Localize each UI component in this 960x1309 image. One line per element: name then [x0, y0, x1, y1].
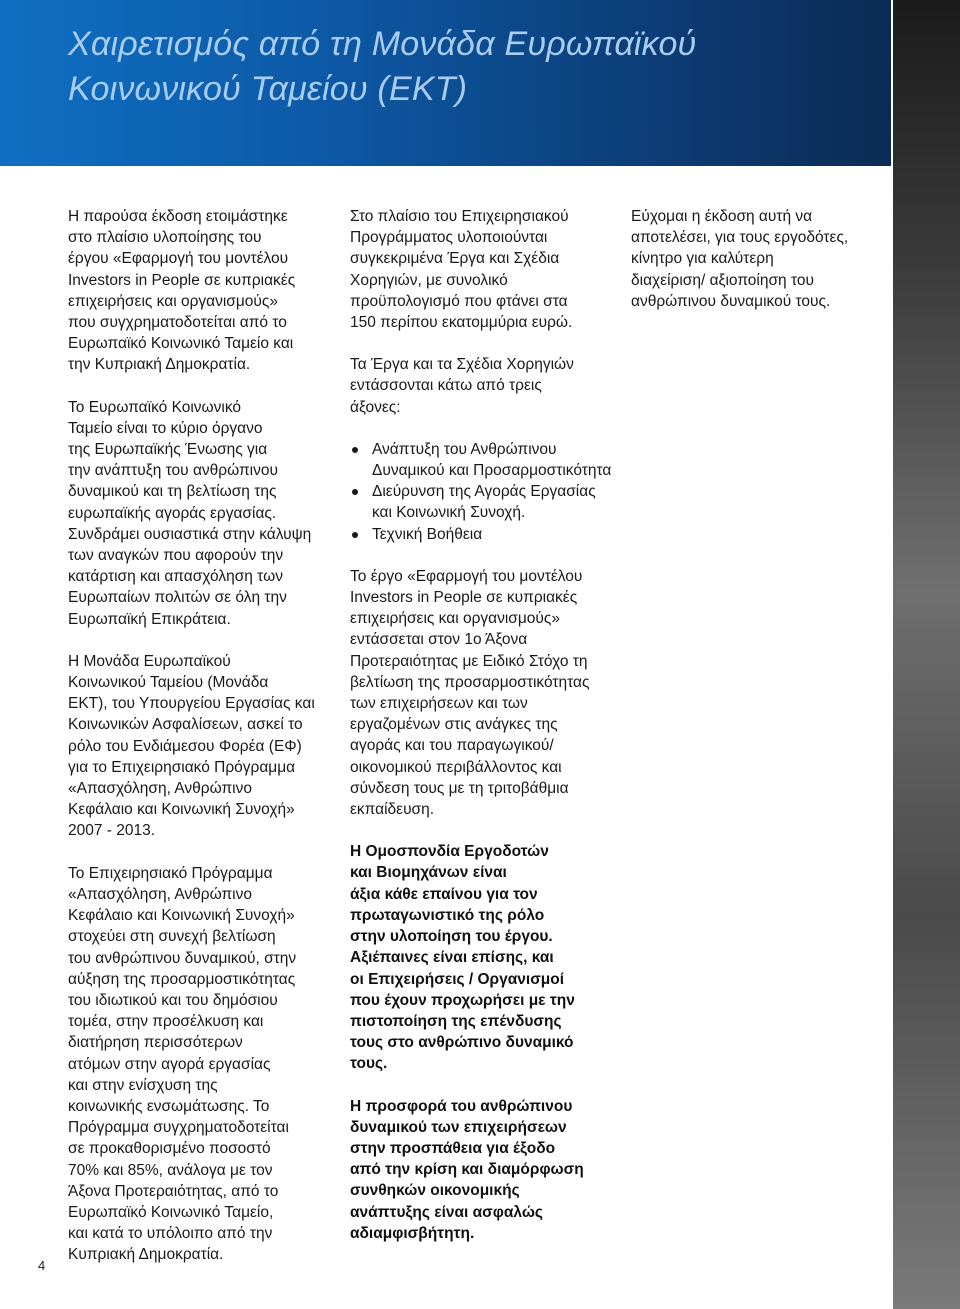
- text-line: Διεύρυνση της Αγοράς Εργασίας: [372, 483, 596, 501]
- text-line: διατήρηση περισσότερων: [68, 1034, 243, 1052]
- text-line: αγοράς και του παραγωγικού/: [350, 737, 554, 755]
- text-line: Κυπριακή Δημοκρατία.: [68, 1246, 224, 1264]
- text-line: στην υλοποίηση του έργου.: [350, 928, 553, 946]
- text-line: Το Ευρωπαϊκό Κοινωνικό: [68, 398, 242, 416]
- text-line: Αξιέπαινες είναι επίσης, και: [350, 949, 554, 967]
- text-line: για το Επιχειρησιακό Πρόγραμμα: [68, 758, 296, 776]
- paragraph: [68, 651, 338, 842]
- side-photo-strip: [893, 0, 960, 1309]
- text-line: εκπαίδευση.: [350, 801, 435, 819]
- text-line: και Κοινωνική Συνοχή.: [372, 504, 526, 522]
- text-line: Εύχομαι η έκδοση αυτή να: [631, 208, 813, 225]
- text-line: δυναμικού των επιχειρήσεων: [350, 1118, 567, 1136]
- text-line: «Απασχόληση, Ανθρώπινο: [68, 885, 252, 903]
- text-line: στο πλαίσιο υλοποίησης του: [68, 229, 262, 247]
- text-line: κατάρτιση και απασχόληση των: [68, 568, 283, 586]
- text-line: Πρόγραμμα συγχρηματοδοτείται: [68, 1119, 289, 1137]
- text-line: Ευρωπαϊκό Κοινωνικό Ταμείο,: [68, 1203, 274, 1221]
- text-line: συγκεκριμένα Έργα και Σχέδια: [350, 250, 560, 268]
- text-line: βελτίωση της προσαρμοστικότητας: [350, 673, 590, 691]
- text-line: και κατά το υπόλοιπο από την: [68, 1225, 273, 1243]
- text-line: Ευρωπαίων πολιτών σε όλη την: [68, 589, 287, 607]
- text-line: Κεφάλαιο και Κοινωνική Συνοχή»: [68, 801, 295, 819]
- paragraph: [350, 354, 620, 418]
- text-line: ευρωπαϊκής αγοράς εργασίας.: [68, 504, 277, 522]
- text-line: κίνητρο για καλύτερη: [631, 250, 774, 268]
- text-line: Χορηγιών, με συνολικό: [350, 271, 508, 289]
- title-line: Κοινωνικού Ταμείου (ΕΚΤ): [68, 70, 468, 108]
- text-line: την ανάπτυξη του ανθρώπινου: [68, 462, 278, 480]
- paragraph: [350, 206, 620, 333]
- page-title: [68, 22, 696, 112]
- text-line: αδιαμφισβήτητη.: [350, 1224, 475, 1242]
- text-line: Προγράμματος υλοποιούνται: [350, 229, 548, 247]
- text-line: διαχείριση/ αξιοποίηση του: [631, 271, 814, 289]
- text-line: δυναμικού και τη βελτίωση της: [68, 483, 277, 501]
- text-line: της Ευρωπαϊκής Ένωσης για: [68, 441, 268, 459]
- text-line: από την κρίση και διαμόρφωση: [350, 1161, 584, 1179]
- text-line: Κοινωνικού Ταμείου (Μονάδα: [68, 674, 269, 692]
- text-line: εργαζομένων στις ανάγκες της: [350, 716, 558, 734]
- text-line: επιχειρήσεις και οργανισμούς»: [350, 610, 560, 628]
- text-line: αύξηση της προσαρμοστικότητας: [68, 970, 296, 988]
- text-line: Στο πλαίσιο του Επιχειρησιακού: [350, 208, 569, 225]
- text-line: που συγχρηματοδοτείται από το: [68, 314, 287, 332]
- text-line: ρόλο του Ενδιάμεσου Φορέα (ΕΦ): [68, 737, 302, 755]
- text-line: 150 περίπου εκατομμύρια ευρώ.: [350, 314, 573, 332]
- text-line: ανάπτυξης είναι ασφαλώς: [350, 1203, 543, 1221]
- text-line: «Απασχόληση, Ανθρώπινο: [68, 780, 252, 798]
- bold-paragraph: [350, 841, 620, 1074]
- text-line: εντάσσεται στον 1ο Άξονα: [350, 631, 528, 649]
- text-line: αποτελέσει, για τους εργοδότες,: [631, 229, 849, 247]
- text-line: συνθηκών οικονομικής: [350, 1182, 520, 1200]
- text-line: των επιχειρήσεων και των: [350, 695, 528, 713]
- text-line: τομέα, στην προσέλκυση και: [68, 1013, 264, 1031]
- list-item: [350, 439, 620, 481]
- bold-paragraph: [350, 1096, 620, 1244]
- text-line: σύνδεση τους με τη τριτοβάθμια: [350, 779, 569, 797]
- text-line: Η προσφορά του ανθρώπινου: [350, 1097, 573, 1115]
- text-line: κοινωνικής ενσωμάτωσης. Το: [68, 1097, 270, 1115]
- bullet-list: [350, 439, 620, 545]
- text-line: Τα Έργα και τα Σχέδια Χορηγιών: [350, 356, 574, 374]
- text-line: έργου «Εφαρμογή του μοντέλου: [68, 250, 289, 268]
- text-line: Investors in People σε κυπριακές: [350, 589, 578, 607]
- text-line: Προτεραιότητας με Ειδικό Στόχο τη: [350, 652, 588, 670]
- text-line: 2007 - 2013.: [68, 822, 156, 840]
- text-line: άξονες:: [350, 398, 401, 416]
- text-line: τους.: [350, 1055, 388, 1073]
- title-banner: [0, 0, 891, 166]
- text-line: στην προσπάθεια για έξοδο: [350, 1139, 556, 1157]
- text-line: οι Επιχειρήσεις / Οργανισμοί: [350, 970, 565, 988]
- text-line: προϋπολογισμό που φτάνει στα: [350, 292, 568, 310]
- text-line: ΕΚΤ), του Υπουργείου Εργασίας και: [68, 695, 315, 713]
- text-line: 70% και 85%, ανάλογα με τον: [68, 1161, 273, 1179]
- text-line: επιχειρήσεις και οργανισμούς»: [68, 292, 278, 310]
- text-line: στοχεύει στη συνεχή βελτίωση: [68, 928, 276, 946]
- text-line: Ταμείο είναι το κύριο όργανο: [68, 419, 263, 437]
- paragraph: [631, 206, 881, 312]
- text-line: Κοινωνικών Ασφαλίσεων, ασκεί το: [68, 716, 303, 734]
- text-line: πρωταγωνιστικό της ρόλο: [350, 906, 545, 924]
- text-line: του ανθρώπινου δυναμικού, στην: [68, 949, 297, 967]
- text-line: Η παρούσα έκδοση ετοιμάστηκε: [68, 208, 288, 225]
- text-line: Investors in People σε κυπριακές: [68, 271, 296, 289]
- text-line: ατόμων στην αγορά εργασίας: [68, 1055, 271, 1073]
- title-line: Χαιρετισμός από τη Μονάδα Ευρωπαϊκού: [68, 25, 697, 63]
- text-line: των αναγκών που αφορούν την: [68, 547, 284, 565]
- column-1: [68, 206, 338, 1287]
- text-line: Κεφάλαιο και Κοινωνική Συνοχή»: [68, 907, 295, 925]
- paragraph: [68, 206, 338, 376]
- text-line: Η Μονάδα Ευρωπαϊκού: [68, 652, 231, 670]
- text-line: Το Επιχειρησιακό Πρόγραμμα: [68, 864, 273, 882]
- list-item: [350, 481, 620, 523]
- text-line: πιστοποίηση της επένδυσης: [350, 1012, 562, 1030]
- text-line: οικονομικού περιβάλλοντος και: [350, 758, 562, 776]
- paragraph: [68, 863, 338, 1266]
- list-item: [350, 524, 620, 545]
- text-line: άξια κάθε επαίνου για τον: [350, 885, 538, 903]
- page-number: 4: [38, 1258, 46, 1273]
- text-line: του ιδιωτικού και του δημόσιου: [68, 991, 278, 1009]
- text-line: Συνδράμει ουσιαστικά στην κάλυψη: [68, 525, 312, 543]
- text-line: Ευρωπαϊκό Κοινωνικό Ταμείο και: [68, 335, 294, 353]
- text-line: και στην ενίσχυση της: [68, 1076, 218, 1094]
- text-line: σε προκαθορισμένο ποσοστό: [68, 1140, 271, 1158]
- text-line: εντάσσονται κάτω από τρεις: [350, 377, 542, 395]
- text-line: που έχουν προχωρήσει με την: [350, 991, 575, 1009]
- text-line: Τεχνική Βοήθεια: [372, 525, 483, 543]
- text-line: Η Ομοσπονδία Εργοδοτών: [350, 843, 549, 861]
- text-line: ανθρώπινου δυναμικού τους.: [631, 292, 831, 310]
- paragraph: [68, 397, 338, 630]
- text-line: τους στο ανθρώπινο δυναμικό: [350, 1034, 574, 1052]
- column-2: [350, 206, 620, 1265]
- text-line: και Βιομηχάνων είναι: [350, 864, 507, 882]
- text-line: Δυναμικού και Προσαρμοστικότητα: [372, 462, 612, 480]
- text-line: Ευρωπαϊκή Επικράτεια.: [68, 610, 231, 628]
- text-line: Το έργο «Εφαρμογή του μοντέλου: [350, 567, 583, 585]
- column-3: [631, 206, 881, 333]
- text-line: Άξονα Προτεραιότητας, από το: [68, 1182, 279, 1200]
- text-line: την Κυπριακή Δημοκρατία.: [68, 356, 251, 374]
- paragraph: [350, 566, 620, 820]
- text-line: Ανάπτυξη του Ανθρώπινου: [372, 440, 557, 458]
